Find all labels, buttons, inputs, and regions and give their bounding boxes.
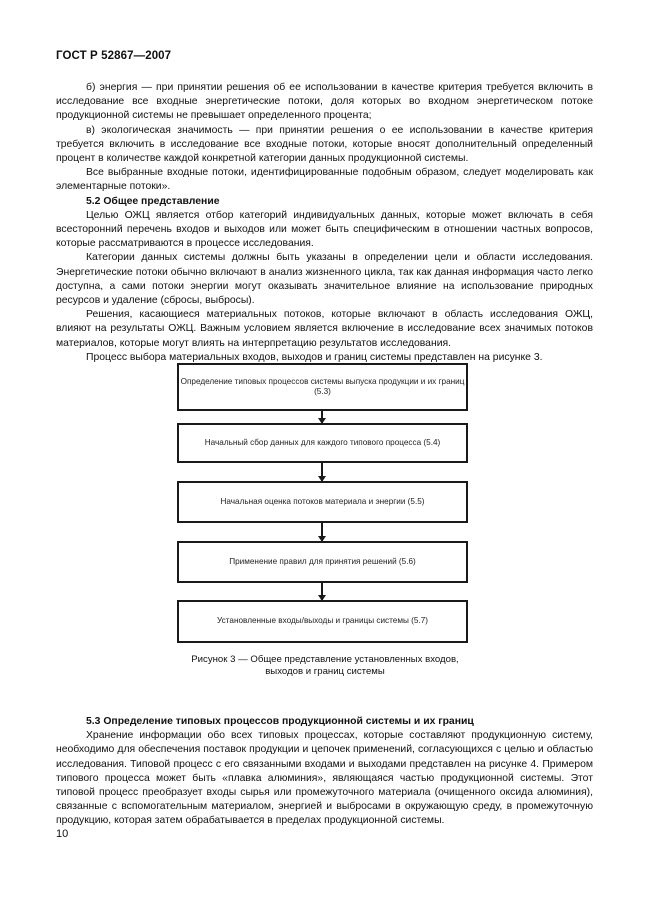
- document-header: ГОСТ Р 52867—2007: [56, 50, 172, 62]
- flowchart-arrow-icon: [321, 583, 323, 600]
- section-heading-5-2: 5.2 Общее представление: [86, 195, 220, 207]
- flowchart-arrow-icon: [321, 463, 323, 481]
- flowchart-step-4: Применение правил для принятия решений (5.6): [177, 541, 468, 583]
- figure-caption-line-2: выходов и границ системы: [265, 666, 385, 677]
- flowchart-step-5: Установленные входы/выходы и границы системы (5.7): [177, 600, 468, 643]
- flowchart-step-1: Определение типовых процессов системы выпуска продукции и их границ (5.3): [177, 363, 468, 411]
- figure-caption-line-1: Рисунок 3 — Общее представление установленных входов,: [191, 654, 459, 665]
- flowchart-arrow-icon: [321, 411, 323, 423]
- page-number: 10: [56, 828, 69, 840]
- paragraph-unit-processes: Хранение информации обо всех типовых процессах, которые составляют продукционную систему, необходимо для обеспечения поставок продукции и цепочек применений, согласующихся с целью и областью исследования. Типовой процесс с его связанными входами и выходами представлен на рисунке 4. Примером типового процесса может быть «плавка алюминия», являющаяся частью продукционной системы. Этот типовой процесс преобразует входы сырья или промежуточного материала (очищенного оксида алюминия), связанные с вспомогательным материалом, энергией и выбросами в окружающую среду, в промежуточную продукцию, которая затем обрабатывается в пределах продукционной системы.: [56, 730, 593, 827]
- flowchart-step-2: Начальный сбор данных для каждого типового процесса (5.4): [177, 423, 468, 463]
- section-5-3-block: [56, 715, 593, 829]
- paragraph-ecological-criterion: в) экологическая значимость — при принятии решения о ее использовании в качестве критерия требуется включить в исследование все входные потоки, которые вносят дополнительный определенный процент в количестве каждой конкретной категории данных продукционной системы.: [56, 124, 593, 165]
- section-heading-5-3: 5.3 Определение типовых процессов продукционной системы и их границ: [86, 716, 474, 727]
- paragraph-figure-reference: Процесс выбора материальных входов, выходов и границ системы представлен на рисунке 3.: [86, 351, 543, 363]
- flowchart-arrow-icon: [321, 523, 323, 541]
- figure-caption: [160, 654, 490, 678]
- paragraph-data-categories: Категории данных системы должны быть указаны в определении цели и области исследования. Энергетические потоки обычно включают в анализ жизненного цикла, так как данная информация часто легко доступна, а сами потоки энергии могут оказывать значительное влияние на использование природных ресурсов и удаление (сбросы, выбросы).: [56, 252, 593, 307]
- paragraph-energy-criterion: б) энергия — при принятии решения об ее использовании в качестве критерия требуется включить в исследование все входные энергетические потоки, доля которых во входном энергетическом потоке продукционной системы не превышает определенного процента;: [56, 82, 593, 122]
- paragraph-selected-flows: Все выбранные входные потоки, идентифицированные подобным образом, следует моделировать как элементарные потоки».: [56, 167, 593, 193]
- paragraph-material-flows: Решения, касающиеся материальных потоков, которые включают в область исследования ОЖЦ, влияют на результаты ОЖЦ. Важным условием является включение в исследование всех значимых потоков материалов, которые могут влиять на интерпретацию результатов исследования.: [56, 309, 593, 349]
- section-5-2-block: [56, 81, 593, 365]
- paragraph-lca-goal: Целью ОЖЦ является отбор категорий индивидуальных данных, которые может включать в себя всесторонний перечень входов и выходов или может быть специфическим в отношении частных вопросов, которые рассматриваются в процессе исследования.: [56, 209, 593, 250]
- flowchart-step-3: Начальная оценка потоков материала и энергии (5.5): [177, 481, 468, 523]
